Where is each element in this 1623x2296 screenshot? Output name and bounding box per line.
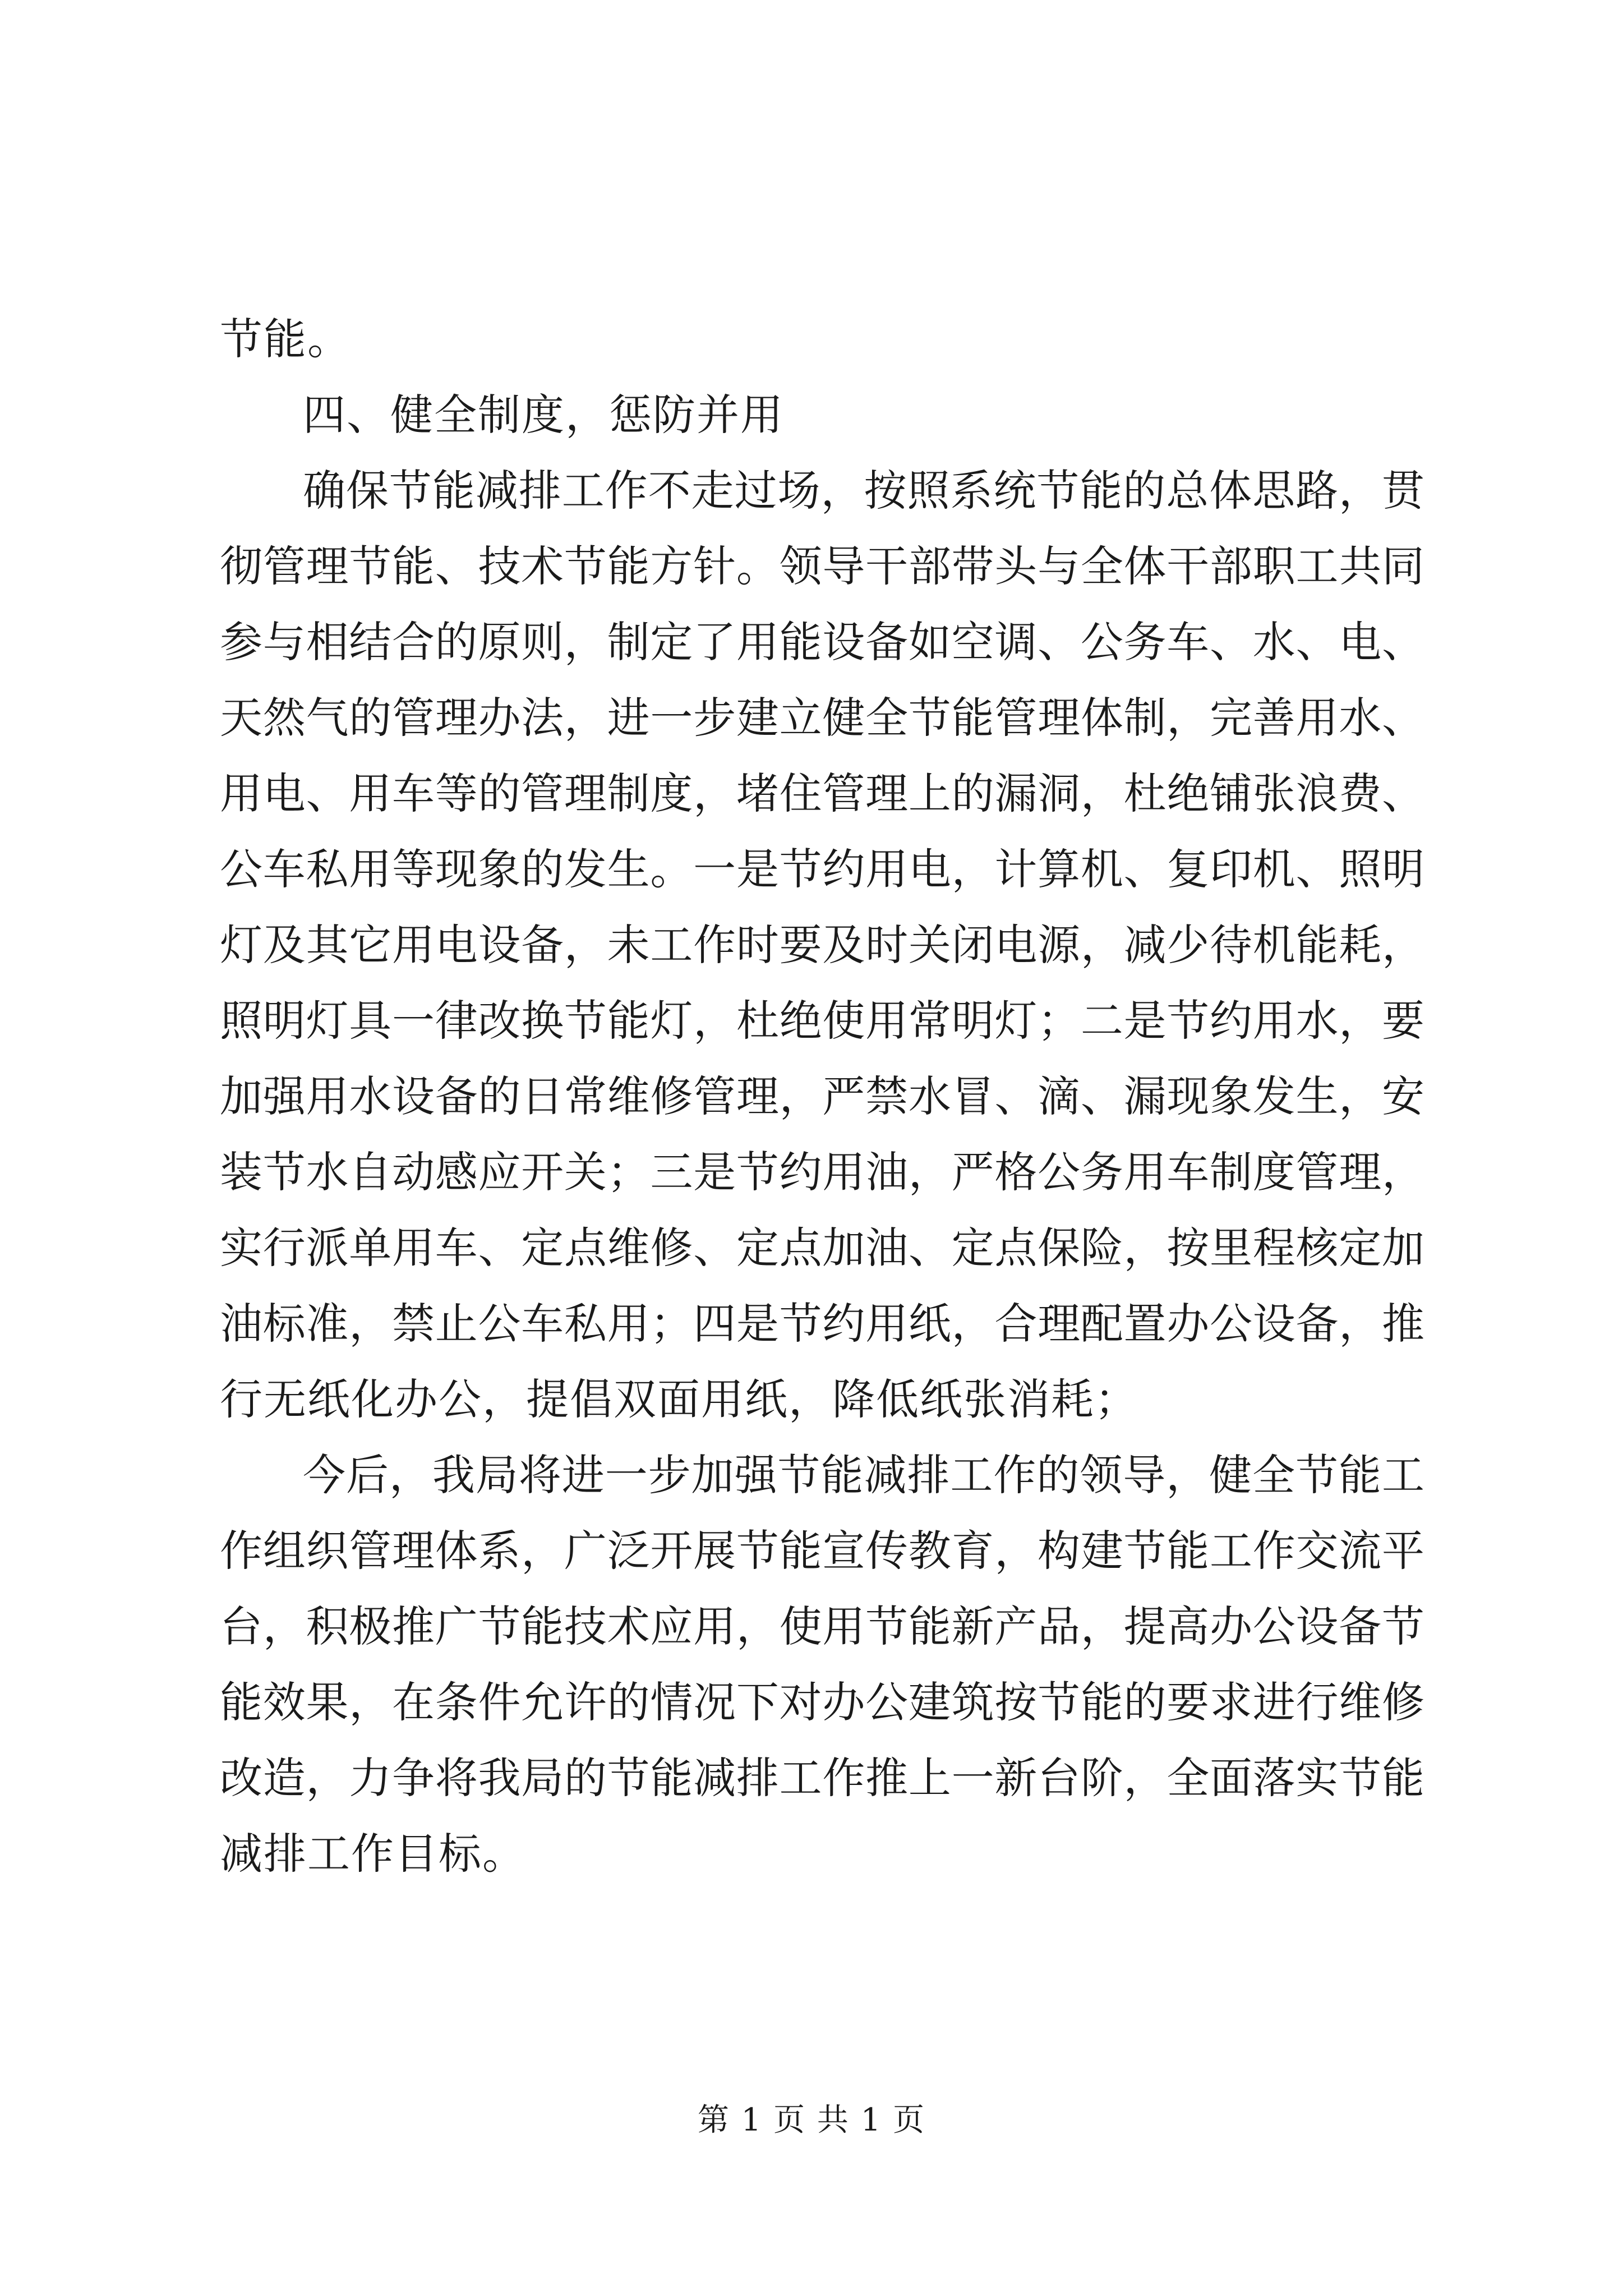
paragraph-line: 行无纸化办公，提倡双面用纸，降低纸张消耗； [220,1374,1138,1424]
paragraph-line: 用电、用车等的管理制度，堵住管理上的漏洞，杜绝铺张浪费、 [220,769,1424,818]
paragraph-line: 改造，力争将我局的节能减排工作推上一新台阶，全面落实节能 [220,1753,1424,1803]
paragraph-line: 台，积极推广节能技术应用，使用节能新产品，提高办公设备节 [220,1602,1424,1651]
paragraph-line: 节能。 [220,314,351,364]
page-footer: 第 1 页 共 1 页 [697,2102,926,2138]
paragraph-line: 照明灯具一律改换节能灯，杜绝使用常明灯；二是节约用水，要 [220,996,1424,1046]
paragraph-line: 作组织管理体系，广泛开展节能宣传教育，构建节能工作交流平 [220,1526,1424,1576]
section-heading: 四、健全制度，惩防并用 [303,390,784,440]
paragraph-line: 能效果，在条件允许的情况下对办公建筑按节能的要求进行维修 [220,1677,1424,1727]
paragraph-line: 公车私用等现象的发生。一是节约用电，计算机、复印机、照明 [220,844,1424,894]
paragraph-line: 灯及其它用电设备，未工作时要及时关闭电源，减少待机能耗， [220,920,1424,970]
paragraph-line: 今后，我局将进一步加强节能减排工作的领导，健全节能工 [303,1450,1424,1500]
paragraph-line: 加强用水设备的日常维修管理，严禁水冒、滴、漏现象发生，安 [220,1071,1424,1121]
paragraph-line: 确保节能减排工作不走过场，按照系统节能的总体思路，贯 [303,466,1424,516]
paragraph-line: 天然气的管理办法，进一步建立健全节能管理体制，完善用水、 [220,693,1424,743]
paragraph-line: 减排工作目标。 [220,1829,526,1879]
paragraph-line: 彻管理节能、技术节能方针。领导干部带头与全体干部职工共同 [220,541,1424,591]
paragraph-line: 实行派单用车、定点维修、定点加油、定点保险，按里程核定加 [220,1223,1424,1273]
paragraph-line: 参与相结合的原则，制定了用能设备如空调、公务车、水、电、 [220,617,1424,667]
paragraph-line: 装节水自动感应开关；三是节约用油，严格公务用车制度管理， [220,1147,1424,1197]
paragraph-line: 油标准，禁止公车私用；四是节约用纸，合理配置办公设备，推 [220,1299,1424,1349]
